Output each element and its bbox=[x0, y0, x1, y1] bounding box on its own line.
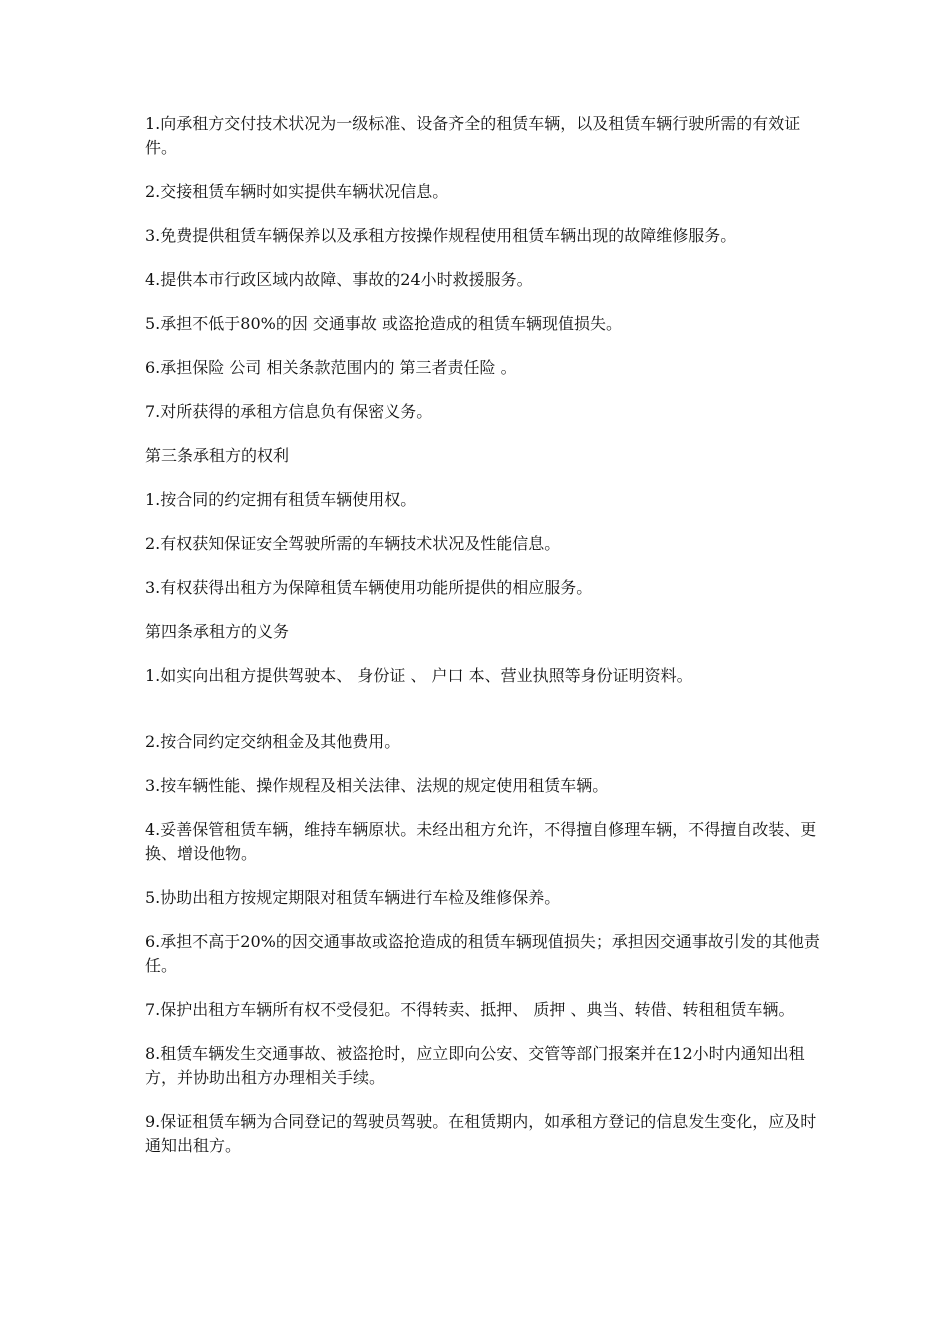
lessor-duty-2: 2.交接租赁车辆时如实提供车辆状况信息。 bbox=[145, 182, 449, 201]
lessor-duty-1: 1.向承租方交付技术状况为一级标准、设备齐全的租赁车辆，以及租赁车辆行驶所需的有效证件。 bbox=[145, 114, 801, 157]
lessee-duty-8: 8.租赁车辆发生交通事故、被盗抢时，应立即向公安、交管等部门报案并在12小时内通知出租方，并协助出租方办理相关手续。 bbox=[145, 1044, 805, 1087]
lessee-right-2: 2.有权获知保证安全驾驶所需的车辆技术状况及性能信息。 bbox=[145, 534, 561, 553]
lessee-duty-7: 7.保护出租方车辆所有权不受侵犯。不得转卖、抵押、 质押 、典当、转借、转租租赁车辆。 bbox=[145, 1000, 795, 1019]
document-page bbox=[145, 112, 820, 1158]
lessee-duty-5: 5.协助出租方按规定期限对租赁车辆进行车检及维修保养。 bbox=[145, 888, 561, 907]
lessee-duty-6: 6.承担不高于20%的因交通事故或盗抢造成的租赁车辆现值损失；承担因交通事故引发的其他责任。 bbox=[145, 932, 820, 975]
lessee-duty-3: 3.按车辆性能、操作规程及相关法律、法规的规定使用租赁车辆。 bbox=[145, 776, 609, 795]
lessor-duty-5: 5.承担不低于80%的因 交通事故 或盗抢造成的租赁车辆现值损失。 bbox=[145, 314, 623, 333]
lessor-duty-7: 7.对所获得的承租方信息负有保密义务。 bbox=[145, 402, 433, 421]
lessee-duty-9: 9.保证租赁车辆为合同登记的驾驶员驾驶。在租赁期内，如承租方登记的信息发生变化，应及时通知出租方。 bbox=[145, 1112, 817, 1155]
lessee-duty-2: 2.按合同约定交纳租金及其他费用。 bbox=[145, 732, 401, 751]
lessee-right-3: 3.有权获得出租方为保障租赁车辆使用功能所提供的相应服务。 bbox=[145, 578, 593, 597]
section-heading-article-3: 第三条承租方的权利 bbox=[145, 446, 290, 465]
lessor-duty-4: 4.提供本市行政区域内故障、事故的24小时救援服务。 bbox=[145, 270, 533, 289]
lessee-right-1: 1.按合同的约定拥有租赁车辆使用权。 bbox=[145, 490, 417, 509]
lessee-duty-1: 1.如实向出租方提供驾驶本、 身份证 、 户口 本、营业执照等身份证明资料。 bbox=[145, 666, 693, 685]
lessor-duty-3: 3.免费提供租赁车辆保养以及承租方按操作规程使用租赁车辆出现的故障维修服务。 bbox=[145, 226, 737, 245]
section-heading-article-4: 第四条承租方的义务 bbox=[145, 622, 290, 641]
lessor-duty-6: 6.承担保险 公司 相关条款范围内的 第三者责任险 。 bbox=[145, 358, 517, 377]
lessee-duty-4: 4.妥善保管租赁车辆，维持车辆原状。未经出租方允许，不得擅自修理车辆，不得擅自改装、更换、增设他物。 bbox=[145, 820, 817, 863]
